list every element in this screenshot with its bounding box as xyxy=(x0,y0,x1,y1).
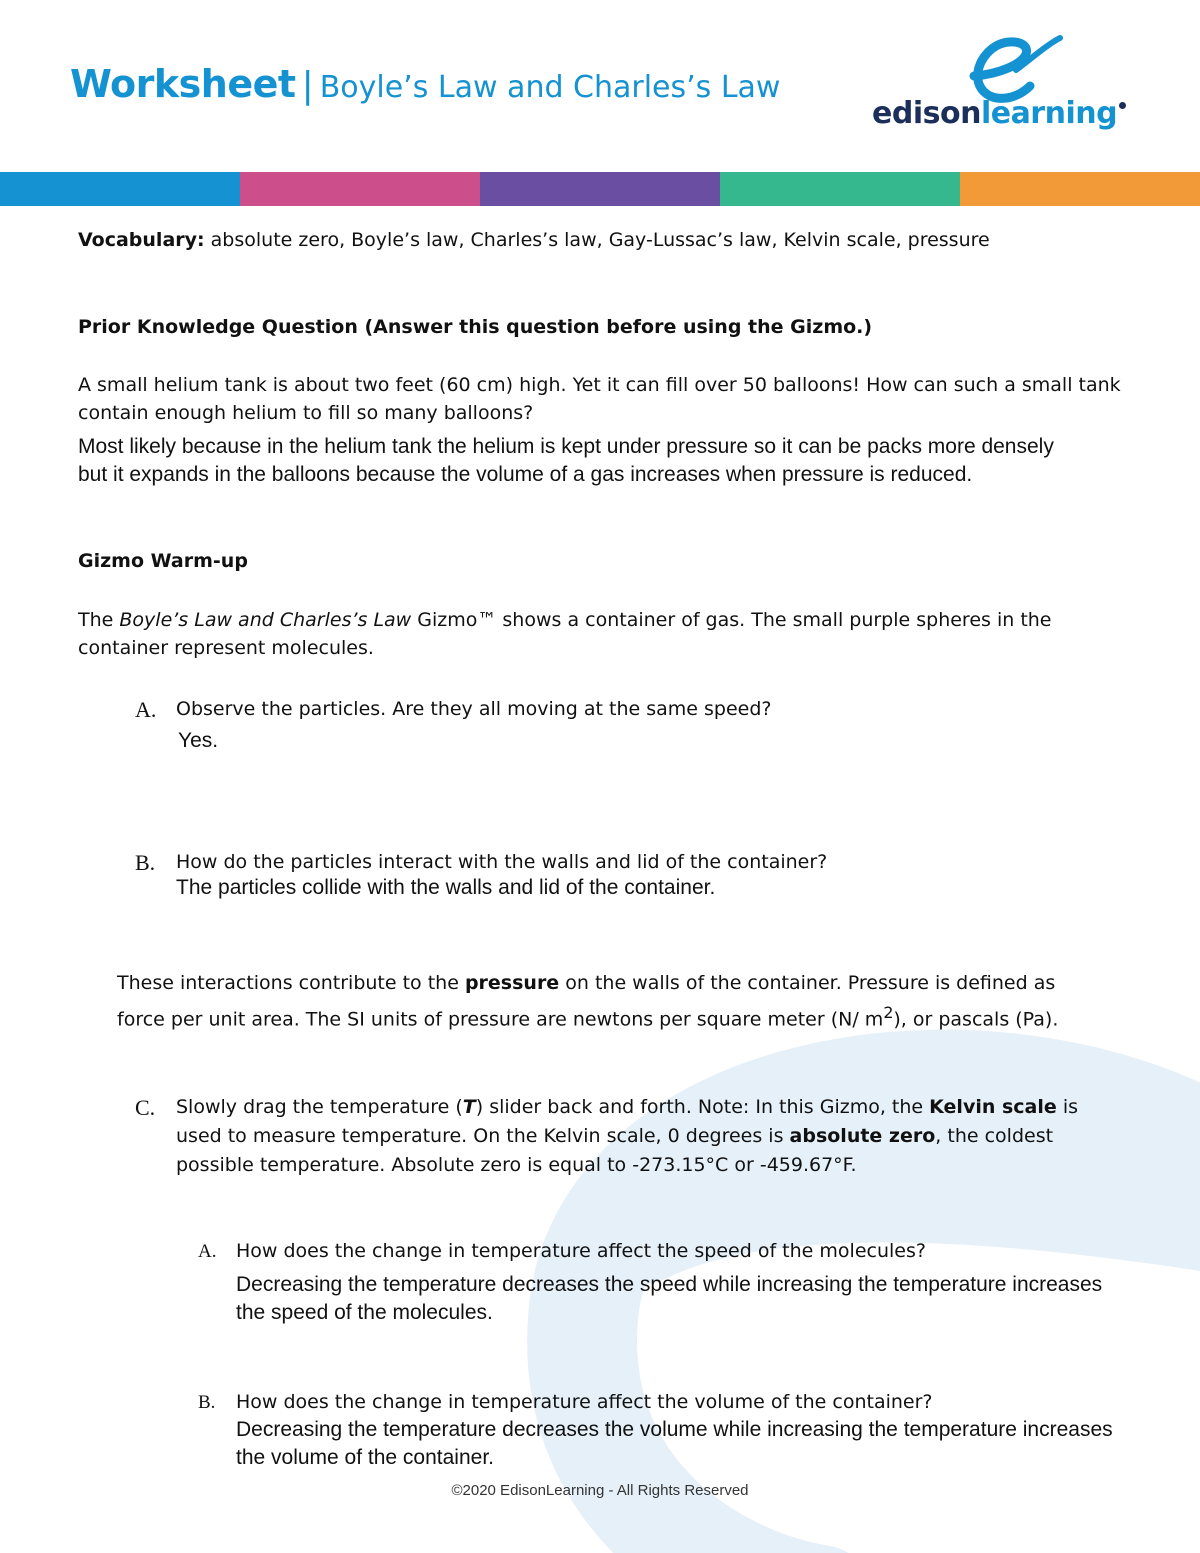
sub-question-b-text: How does the change in temperature affect the volume of the container? xyxy=(236,1391,933,1413)
logo-dot xyxy=(1119,102,1126,109)
question-c-text: Slowly drag the temperature (T) slider back and forth. Note: In this Gizmo, the Kelvin scale is used to measure temperature. On the Kelvin scale, 0 degrees is absolute zero, the coldest possible temperature. Absolute zero is equal to -273.15°C or -459.67°F. xyxy=(176,1096,1078,1176)
logo-edison: edison xyxy=(872,96,981,131)
title-worksheet: Worksheet xyxy=(70,62,296,106)
pressure-paragraph: These interactions contribute to the pressure on the walls of the container. Pressure is defined as force per unit area. The SI units of pressure are newtons per square meter (N/ $m^2$), or pascals (Pa). xyxy=(117,972,1059,1031)
question-b-label: B. xyxy=(135,850,156,875)
stripe-green xyxy=(720,172,960,206)
question-b-text: How do the particles interact with the walls and lid of the container? xyxy=(176,851,828,873)
prior-knowledge-heading: Prior Knowledge Question (Answer this question before using the Gizmo.) xyxy=(78,316,873,338)
question-a-answer: Yes. xyxy=(178,729,219,752)
worksheet-title xyxy=(70,62,780,106)
temperature-variable: T xyxy=(462,1096,476,1118)
vocabulary xyxy=(78,226,1058,254)
stripe-pink xyxy=(240,172,480,206)
stripe-orange xyxy=(960,172,1200,206)
sub-question-a-text: How does the change in temperature affect the speed of the molecules? xyxy=(236,1240,926,1262)
prior-knowledge-answer: Most likely because in the helium tank the helium is kept under pressure so it can be packs more densely but it expands in the balloons because the volume of a gas increases when pressure is reduced. xyxy=(78,435,1054,486)
pressure-term: pressure xyxy=(464,972,560,994)
stripe-purple xyxy=(480,172,720,206)
gizmo-name: Boyle’s Law and Charles’s Law xyxy=(119,609,412,631)
question-b-answer: The particles collide with the walls and lid of the container. xyxy=(176,876,716,899)
question-a-label: A. xyxy=(135,697,157,722)
warmup-heading: Gizmo Warm-up xyxy=(78,550,248,572)
footer-copyright: ©2020 EdisonLearning - All Rights Reserved xyxy=(451,1482,749,1499)
question-c-label: C. xyxy=(135,1095,156,1120)
vocabulary-terms: absolute zero, Boyle’s law, Charles’s law, Gay-Lussac’s law, Kelvin scale, pressure xyxy=(204,229,990,251)
sub-question-b-label: B. xyxy=(198,1392,216,1413)
prior-knowledge-question: A small helium tank is about two feet (60 cm) high. Yet it can fill over 50 balloons! How can such a small tank contain enough helium to fill so many balloons? xyxy=(78,374,1121,424)
kelvin-scale-term: Kelvin scale xyxy=(929,1096,1057,1118)
title-separator: | xyxy=(301,65,314,106)
sub-question-a-label: A. xyxy=(198,1241,217,1262)
sub-question-b-answer: Decreasing the temperature decreases the volume while increasing the temperature increases the volume of the container. xyxy=(236,1418,1113,1469)
logo-learning: learning xyxy=(980,96,1118,131)
stripe-blue xyxy=(0,172,240,206)
sub-question-a-answer: Decreasing the temperature decreases the speed while increasing the temperature increases the speed of the molecules. xyxy=(236,1273,1103,1324)
title-topic: Boyle’s Law and Charles’s Law xyxy=(319,70,781,105)
question-a-text: Observe the particles. Are they all moving at the same speed? xyxy=(176,698,772,720)
absolute-zero-term: absolute zero xyxy=(789,1125,936,1147)
warmup-intro: The Boyle’s Law and Charles’s Law Gizmo™ shows a container of gas. The small purple spheres in the container represent molecules. xyxy=(78,609,1052,659)
vocabulary-label: Vocabulary: xyxy=(78,229,205,251)
edisonlearning-logo xyxy=(872,96,1126,131)
color-stripe xyxy=(0,172,1200,206)
